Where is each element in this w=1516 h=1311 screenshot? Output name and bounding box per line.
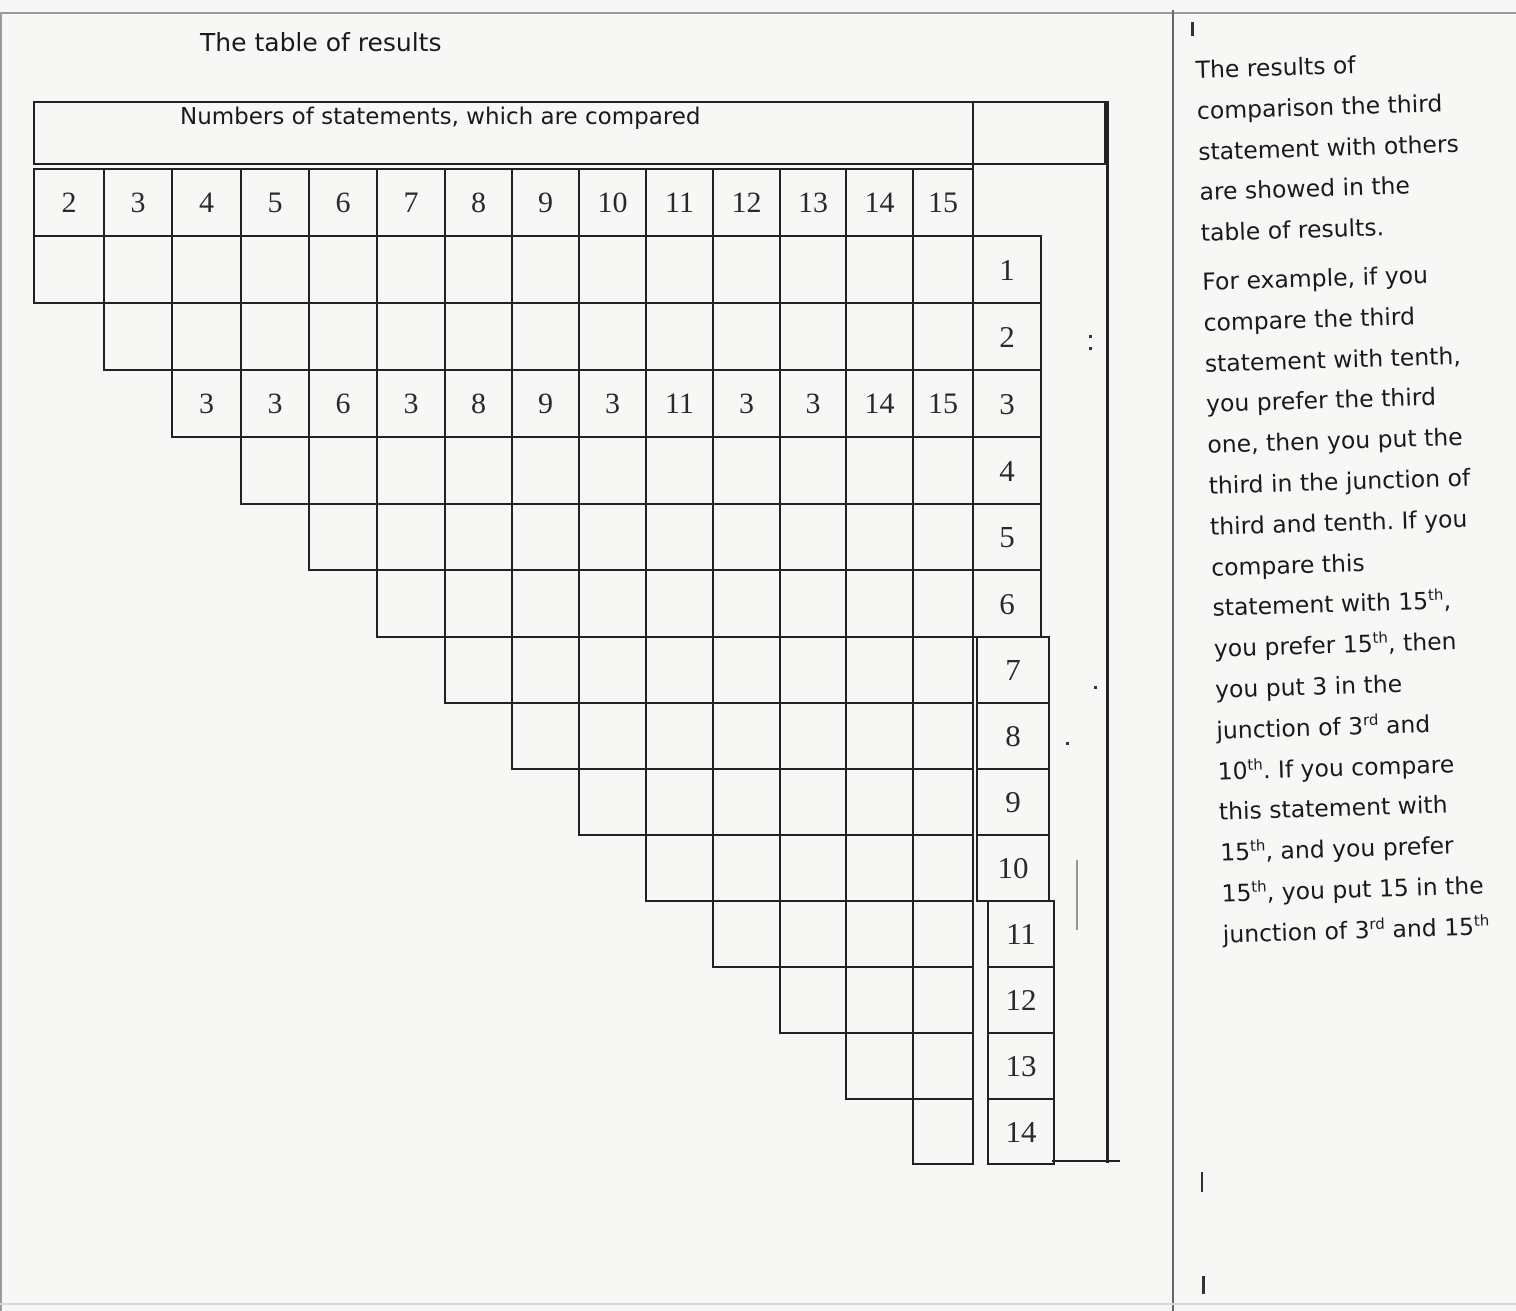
page-frame-left — [0, 12, 2, 1311]
result-cell — [645, 834, 714, 902]
result-cell — [912, 702, 974, 770]
explanation-line: third in the junction of — [1208, 463, 1471, 500]
result-cell — [511, 702, 580, 770]
table-header-label: Numbers of statements, which are compared — [180, 104, 701, 130]
result-cell — [845, 702, 914, 770]
result-cell — [845, 302, 914, 371]
result-cell — [845, 436, 914, 505]
result-cell — [779, 834, 847, 902]
right-column-bottom — [1052, 1160, 1120, 1162]
result-cell — [779, 966, 847, 1034]
result-cell — [578, 302, 647, 371]
explanation-paragraph-1 — [1195, 40, 1511, 254]
explanation-line: comparison the third — [1196, 89, 1443, 125]
result-cell: 3 — [171, 369, 242, 438]
row-label-cell: 5 — [972, 503, 1042, 571]
result-cell — [912, 768, 974, 836]
result-cell — [444, 636, 513, 704]
result-cell — [444, 569, 513, 638]
result-cell — [712, 702, 781, 770]
scan-mark — [1201, 1172, 1203, 1192]
result-cell — [103, 235, 173, 304]
result-cell — [912, 436, 974, 505]
row-label-cell: 3 — [972, 369, 1042, 438]
column-header-cell: 2 — [33, 168, 105, 237]
table-title: The table of results — [200, 28, 442, 57]
result-cell: 8 — [444, 369, 513, 438]
result-cell — [376, 436, 446, 505]
result-cell — [912, 636, 974, 704]
result-cell — [171, 235, 242, 304]
result-cell — [779, 302, 847, 371]
result-cell — [645, 436, 714, 505]
row-label-cell: 7 — [976, 636, 1050, 704]
result-cell — [376, 302, 446, 371]
explanation-line: compare this — [1210, 548, 1366, 582]
result-cell — [712, 900, 781, 968]
result-cell: 3 — [578, 369, 647, 438]
result-cell — [912, 569, 974, 638]
explanation-line: are showed in the — [1199, 171, 1411, 207]
result-cell — [308, 235, 378, 304]
column-header-cell: 4 — [171, 168, 242, 237]
result-cell: 3 — [376, 369, 446, 438]
column-header-cell: 6 — [308, 168, 378, 237]
result-cell — [645, 702, 714, 770]
explanation-line: junction of 3rd and — [1215, 709, 1431, 745]
result-cell: 6 — [308, 369, 378, 438]
result-cell — [578, 636, 647, 704]
row-label-cell: 4 — [972, 436, 1042, 505]
result-cell — [308, 302, 378, 371]
result-cell — [845, 834, 914, 902]
result-cell — [912, 966, 974, 1034]
result-cell — [376, 235, 446, 304]
column-divider — [1172, 10, 1174, 1311]
explanation-line: 10th. If you compare — [1217, 749, 1455, 786]
row-label-cell: 8 — [976, 702, 1050, 770]
explanation-line: 15th, and you prefer — [1219, 831, 1455, 867]
result-cell — [240, 235, 310, 304]
result-cell: 15 — [912, 369, 974, 438]
result-cell — [308, 436, 378, 505]
result-cell — [33, 235, 105, 304]
result-cell — [912, 235, 974, 304]
explanation-line: statement with tenth, — [1204, 341, 1462, 378]
result-cell — [645, 636, 714, 704]
result-cell — [912, 302, 974, 371]
explanation-line: compare the third — [1203, 302, 1416, 337]
row-label-cell: 10 — [976, 834, 1050, 902]
result-cell — [645, 768, 714, 836]
page-frame-top — [0, 12, 1516, 14]
result-cell — [645, 503, 714, 571]
column-header-cell: 13 — [779, 168, 847, 237]
explanation-paragraph-2 — [1202, 252, 1516, 955]
explanation-line: The results of — [1195, 50, 1357, 84]
result-cell — [912, 1032, 974, 1100]
scan-mark — [1089, 335, 1092, 338]
result-cell — [845, 235, 914, 304]
result-cell — [712, 834, 781, 902]
result-cell — [779, 436, 847, 505]
explanation-line: you put 3 in the — [1214, 669, 1403, 704]
result-cell — [912, 900, 974, 968]
explanation-line: third and tenth. If you — [1209, 504, 1468, 541]
explanation-line: this statement with — [1218, 790, 1448, 826]
result-cell — [779, 702, 847, 770]
column-header-cell: 11 — [645, 168, 714, 237]
row-label-cell: 11 — [987, 900, 1055, 968]
result-cell — [912, 503, 974, 571]
result-cell — [779, 636, 847, 704]
explanation-line: one, then you put the — [1206, 422, 1464, 459]
column-header-cell: 3 — [103, 168, 173, 237]
result-cell: 3 — [240, 369, 310, 438]
row-label-cell: 2 — [972, 302, 1042, 371]
result-cell — [779, 569, 847, 638]
result-cell — [511, 636, 580, 704]
result-cell — [444, 436, 513, 505]
column-header-cell: 5 — [240, 168, 310, 237]
explanation-line: For example, if you — [1201, 260, 1429, 296]
result-cell: 3 — [712, 369, 781, 438]
column-header-cell: 14 — [845, 168, 914, 237]
result-cell — [712, 302, 781, 371]
row-label-cell: 14 — [987, 1098, 1055, 1165]
result-cell — [444, 302, 513, 371]
row-label-cell: 13 — [987, 1032, 1055, 1100]
result-cell — [845, 1032, 914, 1100]
column-header-cell: 15 — [912, 168, 974, 237]
result-cell — [779, 768, 847, 836]
row-label-cell: 6 — [972, 569, 1042, 638]
explanation-text — [1195, 40, 1516, 963]
result-cell — [376, 569, 446, 638]
explanation-line: junction of 3rd and 15th — [1222, 911, 1490, 949]
column-header-cell: 7 — [376, 168, 446, 237]
result-cell — [845, 966, 914, 1034]
result-cell — [845, 768, 914, 836]
result-cell — [103, 302, 173, 371]
result-cell — [645, 235, 714, 304]
explanation-line: you prefer 15th, then — [1213, 627, 1457, 663]
result-cell — [912, 1098, 974, 1165]
result-cell — [845, 900, 914, 968]
right-column-border — [1106, 101, 1109, 1163]
row-label-cell: 9 — [976, 768, 1050, 836]
result-cell — [308, 503, 378, 571]
result-cell — [578, 235, 647, 304]
column-header-cell: 8 — [444, 168, 513, 237]
result-cell — [240, 436, 310, 505]
result-cell — [912, 834, 974, 902]
scan-mark — [1191, 22, 1194, 36]
result-cell: 11 — [645, 369, 714, 438]
scan-mark — [1076, 860, 1078, 930]
result-cell — [171, 302, 242, 371]
result-cell — [240, 302, 310, 371]
result-cell — [712, 503, 781, 571]
result-cell — [712, 636, 781, 704]
scan-mark — [1066, 742, 1069, 745]
explanation-line: statement with 15th, — [1212, 586, 1452, 623]
column-header-cell: 10 — [578, 168, 647, 237]
result-cell — [779, 235, 847, 304]
result-cell — [645, 569, 714, 638]
result-cell — [578, 702, 647, 770]
explanation-line: table of results. — [1200, 213, 1385, 248]
row-label-cell: 1 — [972, 235, 1042, 304]
result-cell: 3 — [779, 369, 847, 438]
result-cell — [578, 436, 647, 505]
result-cell — [511, 436, 580, 505]
result-cell — [845, 503, 914, 571]
explanation-line: statement with others — [1197, 129, 1460, 166]
result-cell — [511, 569, 580, 638]
result-cell — [645, 302, 714, 371]
result-cell — [444, 503, 513, 571]
page-frame-bottom — [0, 1303, 1516, 1305]
result-cell — [712, 235, 781, 304]
explanation-line: you prefer the third — [1205, 382, 1437, 419]
result-cell — [845, 569, 914, 638]
result-cell: 9 — [511, 369, 580, 438]
result-cell — [845, 636, 914, 704]
result-cell — [511, 302, 580, 371]
scan-mark — [1202, 1276, 1205, 1294]
scan-mark — [1094, 686, 1097, 689]
result-cell — [376, 503, 446, 571]
row-label-cell: 12 — [987, 966, 1055, 1034]
column-header-cell: 9 — [511, 168, 580, 237]
result-cell — [712, 768, 781, 836]
result-cell: 14 — [845, 369, 914, 438]
result-cell — [578, 768, 647, 836]
column-header-cell: 12 — [712, 168, 781, 237]
result-cell — [444, 235, 513, 304]
result-cell — [578, 569, 647, 638]
result-cell — [712, 436, 781, 505]
result-cell — [578, 503, 647, 571]
scan-mark — [1089, 347, 1092, 350]
result-cell — [779, 503, 847, 571]
result-cell — [511, 235, 580, 304]
result-cell — [511, 503, 580, 571]
result-cell — [779, 900, 847, 968]
explanation-line: 15th, you put 15 in the — [1221, 871, 1485, 908]
result-cell — [712, 569, 781, 638]
